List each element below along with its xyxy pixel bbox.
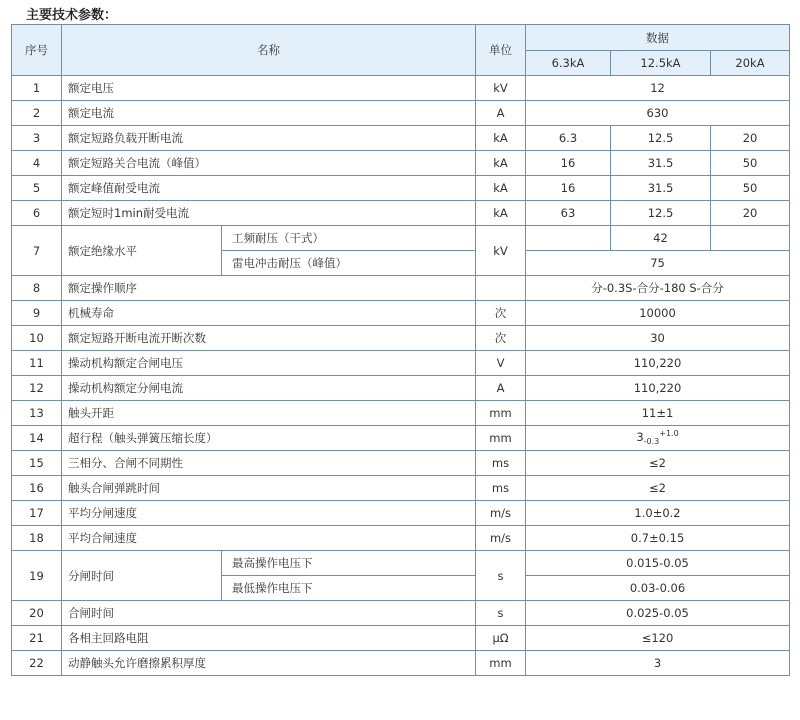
row-value: 3 xyxy=(526,651,790,676)
row-number: 4 xyxy=(12,151,62,176)
row-name: 超行程（触头弹簧压缩长度） xyxy=(62,426,476,451)
table-row xyxy=(12,226,790,251)
value-base: 3 xyxy=(636,430,644,445)
table-row xyxy=(12,201,790,226)
row-name: 额定绝缘水平 xyxy=(62,226,222,276)
table-row xyxy=(12,501,790,526)
row-value: 11±1 xyxy=(526,401,790,426)
row-value: 630 xyxy=(526,101,790,126)
row-subname: 最低操作电压下 xyxy=(222,576,476,601)
row-value: ≤2 xyxy=(526,451,790,476)
row-name: 合闸时间 xyxy=(62,601,476,626)
row-unit: m/s xyxy=(476,526,526,551)
row-number: 10 xyxy=(12,326,62,351)
row-number: 8 xyxy=(12,276,62,301)
row-value: 分-0.3S-合分-180 S-合分 xyxy=(526,276,790,301)
row-number: 1 xyxy=(12,76,62,101)
table-row xyxy=(12,301,790,326)
row-unit: ms xyxy=(476,451,526,476)
row-value-empty xyxy=(711,226,790,251)
header-unit: 单位 xyxy=(476,25,526,76)
row-name: 触头开距 xyxy=(62,401,476,426)
row-unit: A xyxy=(476,101,526,126)
row-number: 3 xyxy=(12,126,62,151)
row-name: 额定电流 xyxy=(62,101,476,126)
row-subname: 最高操作电压下 xyxy=(222,551,476,576)
value-upper-tolerance: +1.0 xyxy=(659,429,679,439)
header-col-6.3ka: 6.3kA xyxy=(526,51,611,76)
row-unit: kV xyxy=(476,76,526,101)
row-unit: kA xyxy=(476,201,526,226)
row-number: 7 xyxy=(12,226,62,276)
table-row xyxy=(12,76,790,101)
row-number: 20 xyxy=(12,601,62,626)
table-row xyxy=(12,626,790,651)
table-row xyxy=(12,151,790,176)
header-row xyxy=(12,25,790,51)
row-value xyxy=(526,426,790,451)
row-name: 三相分、合闸不同期性 xyxy=(62,451,476,476)
row-number: 22 xyxy=(12,651,62,676)
row-name: 各相主回路电阻 xyxy=(62,626,476,651)
table-row xyxy=(12,176,790,201)
table-row xyxy=(12,326,790,351)
row-number: 14 xyxy=(12,426,62,451)
row-unit: μΩ xyxy=(476,626,526,651)
row-number: 13 xyxy=(12,401,62,426)
row-name: 额定电压 xyxy=(62,76,476,101)
row-unit: mm xyxy=(476,401,526,426)
header-name: 名称 xyxy=(62,25,476,76)
row-name: 额定峰值耐受电流 xyxy=(62,176,476,201)
table-row xyxy=(12,526,790,551)
table-row xyxy=(12,351,790,376)
row-name: 动静触头允许磨擦累积厚度 xyxy=(62,651,476,676)
row-value-12.5ka: 12.5 xyxy=(611,126,711,151)
row-unit: kA xyxy=(476,151,526,176)
row-unit: V xyxy=(476,351,526,376)
row-unit: ms xyxy=(476,476,526,501)
row-value: 1.0±0.2 xyxy=(526,501,790,526)
header-data: 数据 xyxy=(526,25,790,51)
row-name: 分闸时间 xyxy=(62,551,222,601)
row-value: ≤2 xyxy=(526,476,790,501)
row-number: 2 xyxy=(12,101,62,126)
row-value-20ka: 50 xyxy=(711,176,790,201)
row-value-6.3ka: 6.3 xyxy=(526,126,611,151)
row-value: 75 xyxy=(526,251,790,276)
row-number: 19 xyxy=(12,551,62,601)
row-subname: 雷电冲击耐压（峰值） xyxy=(222,251,476,276)
header-col-12.5ka: 12.5kA xyxy=(611,51,711,76)
row-number: 17 xyxy=(12,501,62,526)
row-unit: 次 xyxy=(476,301,526,326)
row-unit: mm xyxy=(476,651,526,676)
table-row xyxy=(12,601,790,626)
row-unit: A xyxy=(476,376,526,401)
row-number: 21 xyxy=(12,626,62,651)
row-name: 触头合闸弹跳时间 xyxy=(62,476,476,501)
row-value-6.3ka: 16 xyxy=(526,176,611,201)
row-number: 11 xyxy=(12,351,62,376)
row-name: 操动机构额定分闸电流 xyxy=(62,376,476,401)
row-value: ≤120 xyxy=(526,626,790,651)
row-value-20ka: 20 xyxy=(711,126,790,151)
row-unit: kA xyxy=(476,126,526,151)
row-number: 16 xyxy=(12,476,62,501)
row-value-6.3ka: 16 xyxy=(526,151,611,176)
table-row xyxy=(12,551,790,576)
row-unit: m/s xyxy=(476,501,526,526)
table-row xyxy=(12,101,790,126)
row-unit: s xyxy=(476,601,526,626)
row-name: 机械寿命 xyxy=(62,301,476,326)
row-name: 额定短路开断电流开断次数 xyxy=(62,326,476,351)
row-number: 5 xyxy=(12,176,62,201)
table-row xyxy=(12,401,790,426)
row-number: 9 xyxy=(12,301,62,326)
row-value-6.3ka: 63 xyxy=(526,201,611,226)
row-unit: kA xyxy=(476,176,526,201)
header-col-20ka: 20kA xyxy=(711,51,790,76)
row-value-20ka: 50 xyxy=(711,151,790,176)
table-row xyxy=(12,651,790,676)
row-name: 额定短路负载开断电流 xyxy=(62,126,476,151)
row-value: 42 xyxy=(611,226,711,251)
row-unit: s xyxy=(476,551,526,601)
row-unit: 次 xyxy=(476,326,526,351)
table-row xyxy=(12,426,790,451)
table-row xyxy=(12,451,790,476)
row-value-12.5ka: 31.5 xyxy=(611,151,711,176)
spec-table xyxy=(11,24,790,676)
table-row xyxy=(12,476,790,501)
table-row xyxy=(12,376,790,401)
value-lower-tolerance: -0.3 xyxy=(643,437,660,447)
row-name: 额定操作顺序 xyxy=(62,276,476,301)
header-seq: 序号 xyxy=(12,25,62,76)
row-number: 12 xyxy=(12,376,62,401)
row-unit: mm xyxy=(476,426,526,451)
row-name: 平均分闸速度 xyxy=(62,501,476,526)
row-name: 额定短路关合电流（峰值） xyxy=(62,151,476,176)
table-row xyxy=(12,126,790,151)
row-value: 110,220 xyxy=(526,351,790,376)
row-value-empty xyxy=(526,226,611,251)
row-value: 10000 xyxy=(526,301,790,326)
table-row xyxy=(12,276,790,301)
row-unit xyxy=(476,276,526,301)
row-name: 操动机构额定合闸电压 xyxy=(62,351,476,376)
row-value-12.5ka: 31.5 xyxy=(611,176,711,201)
section-title: 主要技术参数： xyxy=(26,8,118,23)
row-value: 12 xyxy=(526,76,790,101)
row-unit: kV xyxy=(476,226,526,276)
row-number: 15 xyxy=(12,451,62,476)
row-number: 6 xyxy=(12,201,62,226)
row-value: 0.7±0.15 xyxy=(526,526,790,551)
row-number: 18 xyxy=(12,526,62,551)
row-value-12.5ka: 12.5 xyxy=(611,201,711,226)
row-value: 30 xyxy=(526,326,790,351)
row-value: 0.03-0.06 xyxy=(526,576,790,601)
row-value: 0.025-0.05 xyxy=(526,601,790,626)
row-name: 额定短时1min耐受电流 xyxy=(62,201,476,226)
row-subname: 工频耐压（干式） xyxy=(222,226,476,251)
row-name: 平均合闸速度 xyxy=(62,526,476,551)
row-value-20ka: 20 xyxy=(711,201,790,226)
row-value: 0.015-0.05 xyxy=(526,551,790,576)
row-value: 110,220 xyxy=(526,376,790,401)
